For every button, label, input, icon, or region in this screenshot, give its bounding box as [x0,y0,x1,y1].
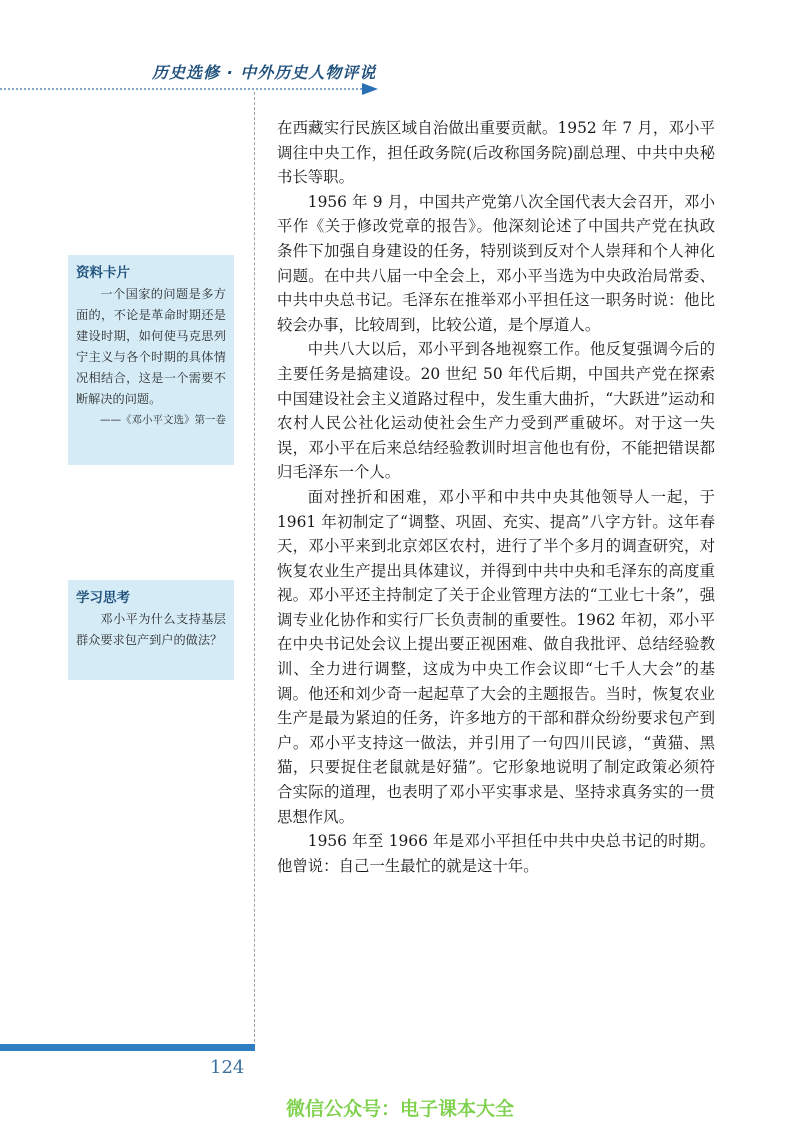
study-think-text: 邓小平为什么支持基层群众要求包产到户的做法？ [76,612,226,647]
study-think-title: 学习思考 [76,590,130,606]
header-dotted-line [0,88,366,90]
study-think-box [68,580,234,680]
data-card-title: 资料卡片 [76,265,130,281]
paragraph: 在西藏实行民族区域自治做出重要贡献。1952 年 7 月，邓小平调往中央工作，担任政务院(后改称国务院)副总理、中共中央秘书长等职。 [277,119,715,187]
paragraph: 面对挫折和困难，邓小平和中共中央其他领导人一起，于 1961 年初制定了“调整、巩固、充实、提高”八字方针。这年春天，邓小平来到北京郊区农村，进行了半个多月的调查研究，对恢复农业生产提出具体建议，并得到中共中央和毛泽东的高度重视。邓小平还主持制定了关于企业管理方法的“工业七十条”，强调专业化协作和实行厂长负责制的重要性。1962 年初，邓小平在中央书记处会议上提出要正视困难、做自我批评、总结经验教训、全力进行调整，这成为中央工作会议即“七千人大会”的基调。他还和刘少奇一起起草了大会的主题报告。当时，恢复农业生产是最为紧迫的任务，许多地方的干部和群众纷纷要求包产到户。邓小平支持这一做法，并引用了一句四川民谚，“黄猫、黑猫，只要捉住老鼠就是好猫”。它形象地说明了制定政策必须符合实际的道理，也表明了邓小平实事求是、坚持求真务实的一贯思想作风。 [277,487,715,826]
paragraph: 中共八大以后，邓小平到各地视察工作。他反复强调今后的主要任务是搞建设。20 世纪 50 年代后期，中国共产党在探索中国建设社会主义道路过程中，发生重大曲折，“大跃进”运动和农村人民公社化运动使社会生产力受到严重破坏。对于这一失误，邓小平在后来总结经验教训时坦言他也有份，不能把错误都归毛泽东一个人。 [277,340,715,482]
header-title: 历史选修 · 中外历史人物评说 [152,63,377,82]
main-text [277,116,715,878]
data-card-source: ——《邓小平文选》第一卷 [100,414,226,426]
page-number: 124 [210,1057,245,1078]
margin-divider [254,92,255,1042]
data-card-box [68,255,234,465]
paragraph: 1956 年至 1966 年是邓小平担任中共中央总书记的时期。他曾说：自己一生最忙的就是这十年。 [277,832,715,875]
data-card-text: 一个国家的问题是多方面的，不论是革命时期还是建设时期，如何使马克思列宁主义与各个时期的具体情况相结合，这是一个需要不断解决的问题。 [76,287,226,406]
watermark: 微信公众号：电子课本大全 [285,1098,514,1120]
paragraph: 1956 年 9 月，中国共产党第八次全国代表大会召开，邓小平作《关于修改党章的报告》。他深刻论述了中国共产党在执政条件下加强自身建设的任务，特别谈到反对个人崇拜和个人神化问题。在中共八届一中全会上，邓小平当选为中央政治局常委、中共中央总书记。毛泽东在推举邓小平担任这一职务时说：他比较会办事，比较周到，比较公道，是个厚道人。 [277,192,715,334]
header-arrow-icon [362,83,378,95]
footer-bar [0,1044,255,1051]
